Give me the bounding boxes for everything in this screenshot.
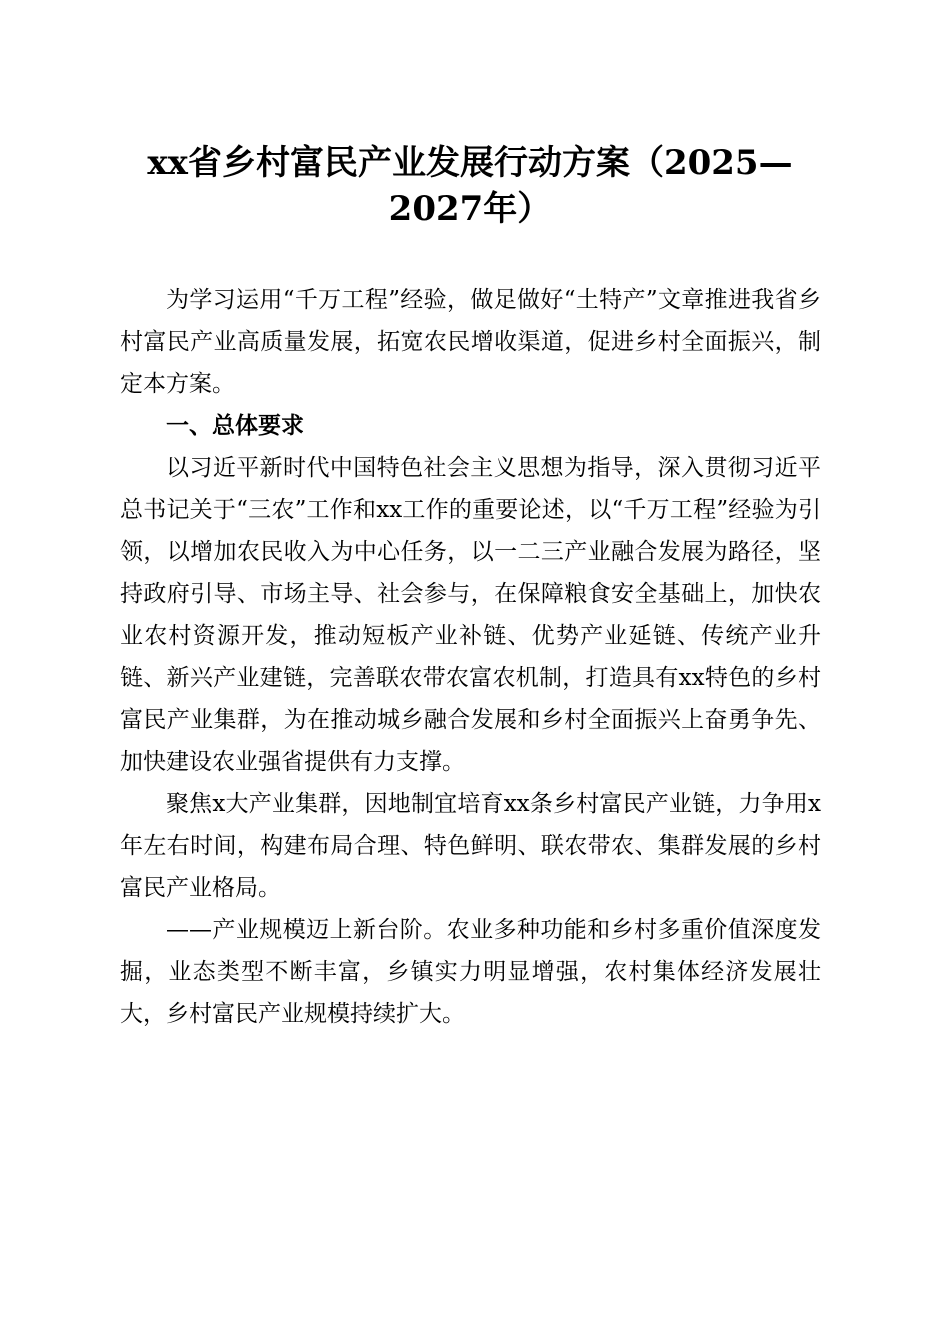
title-line-2: 2027年） [388, 189, 552, 229]
industry-scale-paragraph: ——产业规模迈上新台阶。农业多种功能和乡村多重价值深度发掘，业态类型不断丰富，乡镇实力明显增强，农村集体经济发展壮大，乡村富民产业规模持续扩大。 [120, 917, 821, 1027]
document-title [120, 140, 820, 232]
section-heading-overall-requirements: 一、总体要求 [166, 413, 304, 439]
document-body [120, 279, 821, 1035]
guiding-ideology-paragraph: 以习近平新时代中国特色社会主义思想为指导，深入贯彻习近平总书记关于“三农”工作和xx工作的重要论述，以“千万工程”经验为引领，以增加农民收入为中心任务，以一二三产业融合发展为路径，坚持政府引导、市场主导、社会参与，在保障粮食安全基础上，加快农业农村资源开发，推动短板产业补链、优势产业延链、传统产业升链、新兴产业建链，完善联农带农富农机制，打造具有xx特色的乡村富民产业集群，为在推动城乡融合发展和乡村全面振兴上奋勇争先、加快建设农业强省提供有力支撑。 [120, 455, 821, 775]
goals-paragraph: 聚焦x大产业集群，因地制宜培育xx条乡村富民产业链，力争用x年左右时间，构建布局合理、特色鲜明、联农带农、集群发展的乡村富民产业格局。 [120, 791, 821, 901]
title-line-1: xx省乡村富民产业发展行动方案（2025— [147, 143, 793, 183]
intro-paragraph: 为学习运用“千万工程”经验，做足做好“土特产”文章推进我省乡村富民产业高质量发展，拓宽农民增收渠道，促进乡村全面振兴，制定本方案。 [120, 287, 821, 397]
